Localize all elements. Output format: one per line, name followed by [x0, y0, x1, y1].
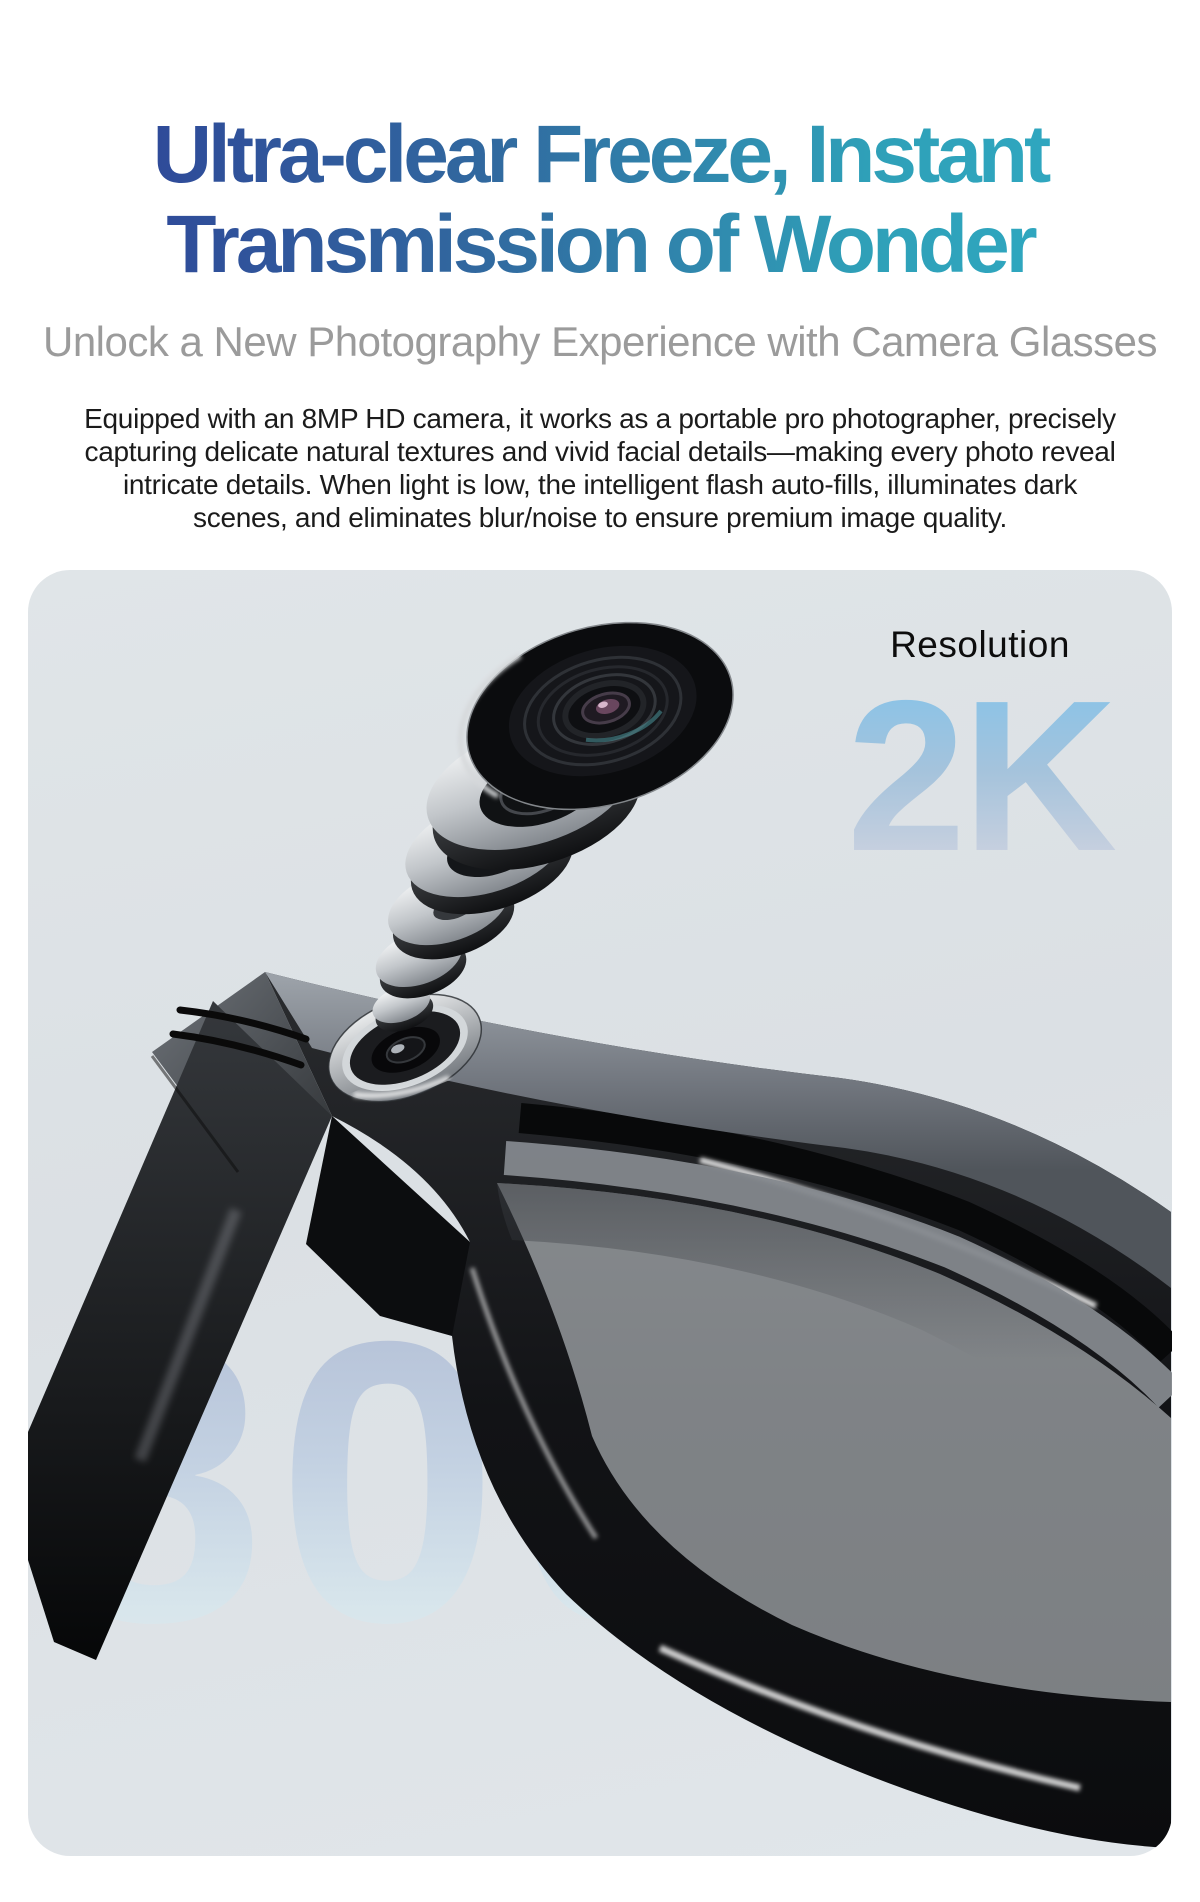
body-line: Equipped with an 8MP HD camera, it works as a portable pro photographer, precisely [84, 403, 1116, 434]
body-line: intricate details. When light is low, the intelligent flash auto-fills, illuminates dark [122, 469, 1078, 500]
body-paragraph [0, 402, 1200, 534]
page-title-line-1: Ultra-clear Freeze, Instant [152, 109, 1048, 200]
body-line: capturing delicate natural textures and vivid facial details—making every photo reveal [84, 436, 1116, 467]
spec-value: 2K [790, 674, 1170, 878]
body-line: scenes, and eliminates blur/noise to ensure premium image quality. [193, 502, 1007, 533]
temple-arm [28, 1001, 332, 1660]
page-subtitle: Unlock a New Photography Experience with Camera Glasses [42, 318, 1158, 365]
spec-label: Resolution [890, 624, 1070, 665]
page-title-line-2: Transmission of Wonder [166, 199, 1034, 290]
exploded-lens-stack [367, 593, 755, 1039]
product-showcase-card [28, 570, 1172, 1856]
resolution-spec [790, 624, 1170, 896]
page-title [0, 110, 1200, 290]
